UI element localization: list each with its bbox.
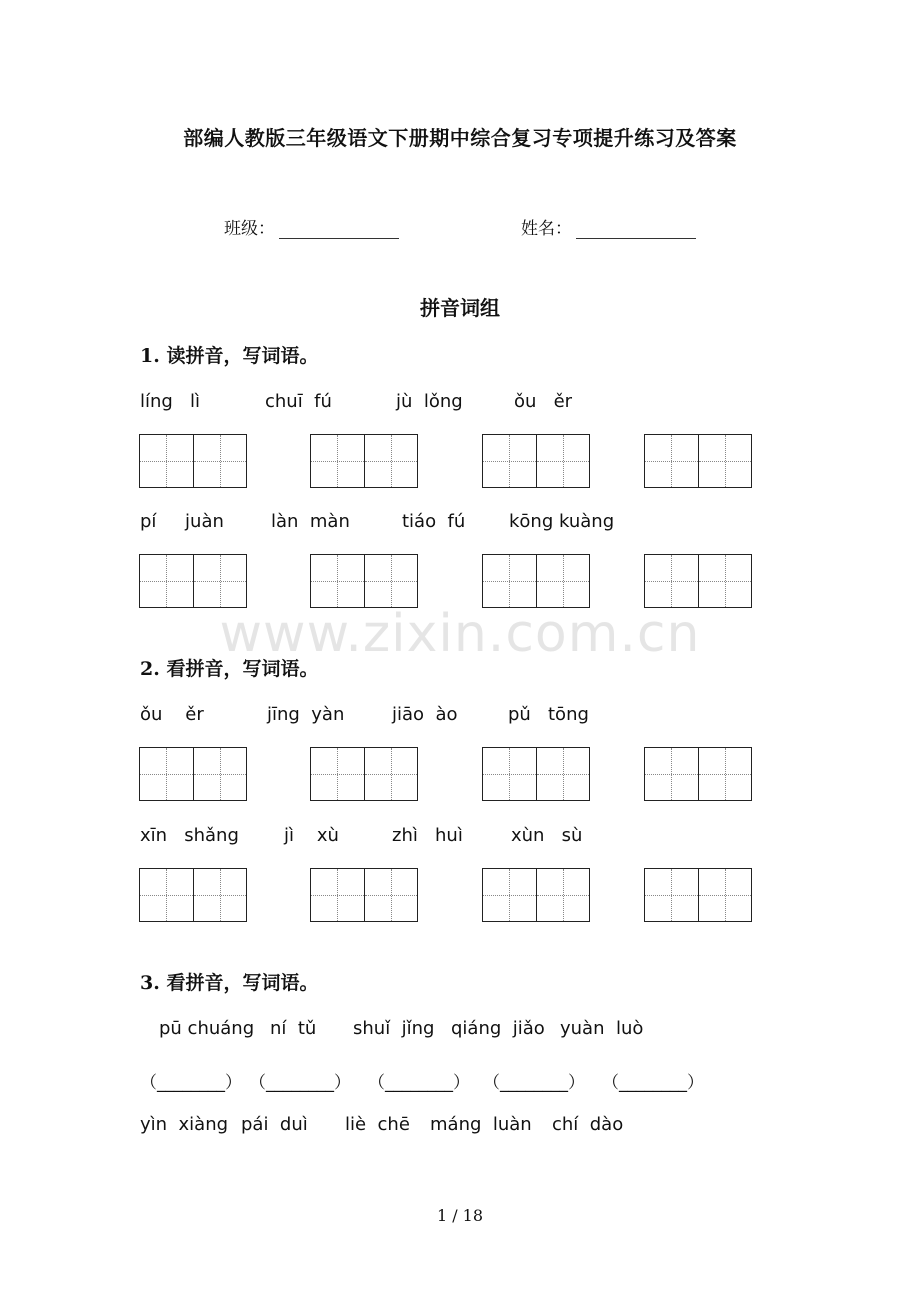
writing-grid[interactable] [644, 434, 752, 488]
writing-grid[interactable] [482, 554, 590, 608]
pinyin: ní tǔ [270, 1018, 317, 1039]
pinyin: chí dào [552, 1114, 624, 1135]
answer-blank[interactable]: （________） [140, 1073, 242, 1093]
name-label: 姓名： [521, 219, 572, 239]
writing-grid[interactable] [644, 747, 752, 801]
question-1-label: 1. 读拼音，写词语。 [140, 345, 319, 367]
name-field [521, 214, 696, 239]
pinyin: jì xù [284, 825, 339, 846]
answer-blank[interactable]: （________） [483, 1073, 585, 1093]
pinyin: ǒu ěr [514, 391, 573, 412]
pinyin: máng luàn [430, 1114, 532, 1135]
document-title: 部编人教版三年级语文下册期中综合复习专项提升练习及答案 [183, 126, 737, 150]
pinyin: tiáo fú [402, 511, 466, 532]
pinyin: ǒu ěr [140, 704, 204, 725]
pinyin: pǔ tōng [508, 704, 589, 725]
pinyin: liè chē [345, 1114, 410, 1135]
pinyin: shuǐ jǐng [353, 1018, 435, 1039]
pinyin: yuàn luò [560, 1018, 644, 1039]
writing-grid[interactable] [482, 434, 590, 488]
writing-grid[interactable] [310, 868, 418, 922]
writing-grid[interactable] [139, 554, 247, 608]
pinyin: pū chuáng [159, 1018, 255, 1039]
pinyin: pí juàn [140, 511, 224, 532]
name-blank[interactable] [576, 218, 696, 239]
class-label: 班级： [224, 219, 275, 239]
writing-grid[interactable] [310, 747, 418, 801]
pinyin: yìn xiàng [140, 1114, 229, 1135]
section-title: 拼音词组 [420, 296, 500, 320]
class-blank[interactable] [279, 218, 399, 239]
answer-blank[interactable]: （________） [368, 1073, 470, 1093]
answer-blank[interactable]: （________） [249, 1073, 351, 1093]
pinyin: jiāo ào [392, 704, 458, 725]
question-2-label: 2. 看拼音，写词语。 [140, 658, 319, 680]
pinyin: jù lǒng [396, 391, 463, 412]
pinyin: zhì huì [392, 825, 463, 846]
pinyin: xùn sù [511, 825, 583, 846]
page-number: 1 / 18 [436, 1206, 484, 1225]
writing-grid[interactable] [139, 868, 247, 922]
question-3-label: 3. 看拼音，写词语。 [140, 972, 319, 994]
pinyin: qiáng jiǎo [451, 1018, 545, 1039]
writing-grid[interactable] [139, 747, 247, 801]
pinyin: líng lì [140, 391, 201, 412]
pinyin: pái duì [241, 1114, 308, 1135]
writing-grid[interactable] [644, 554, 752, 608]
writing-grid[interactable] [644, 868, 752, 922]
pinyin: jīng yàn [267, 704, 345, 725]
writing-grid[interactable] [310, 434, 418, 488]
watermark: www.zixin.com.cn [219, 604, 701, 664]
writing-grid[interactable] [482, 747, 590, 801]
writing-grid[interactable] [139, 434, 247, 488]
pinyin: kōng kuàng [509, 511, 615, 532]
answer-blank[interactable]: （________） [602, 1073, 704, 1093]
pinyin: làn màn [271, 511, 350, 532]
writing-grid[interactable] [310, 554, 418, 608]
pinyin: chuī fú [265, 391, 332, 412]
writing-grid[interactable] [482, 868, 590, 922]
class-field [224, 214, 399, 239]
pinyin: xīn shǎng [140, 825, 239, 846]
